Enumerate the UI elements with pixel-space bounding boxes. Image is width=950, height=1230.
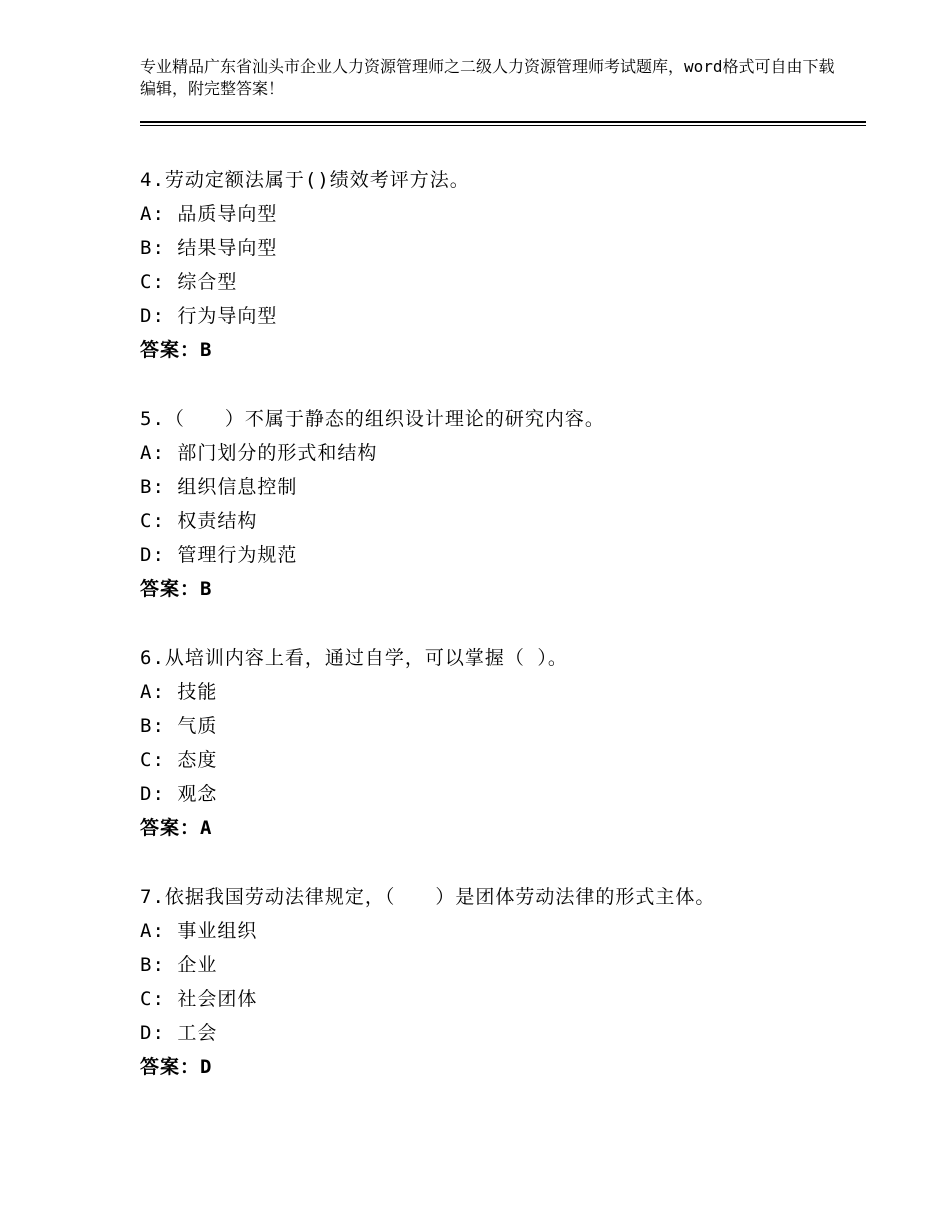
question-7: [140, 880, 860, 1084]
answer-line: [140, 1050, 860, 1084]
question-stem: 6.从培训内容上看，通过自学，可以掌握（ ）。: [140, 647, 568, 669]
option-letter: A:: [140, 203, 165, 225]
option-text: 组织信息控制: [177, 476, 298, 498]
document-title: 专业精品广东省汕头市企业人力资源管理师之二级人力资源管理师考试题库，word格式可自由下载编辑，附完整答案！: [140, 57, 835, 98]
option-text: 综合型: [177, 271, 238, 293]
option-text: 社会团体: [177, 988, 258, 1010]
option-letter: A:: [140, 442, 165, 464]
option-text: 行为导向型: [177, 305, 278, 327]
option-letter: C:: [140, 988, 165, 1010]
answer-line: [140, 811, 860, 845]
option-letter: B:: [140, 476, 165, 498]
option-text: 事业组织: [177, 920, 258, 942]
answer-line: [140, 333, 860, 367]
option-letter: C:: [140, 749, 165, 771]
option-text: 气质: [177, 715, 218, 737]
answer-value: B: [200, 578, 213, 600]
option-letter: D:: [140, 544, 165, 566]
option-letter: B:: [140, 715, 165, 737]
option-text: 企业: [177, 954, 218, 976]
option-text: 管理行为规范: [177, 544, 298, 566]
option-c: [140, 265, 860, 299]
header-divider-thick: [140, 121, 866, 123]
option-b: [140, 709, 860, 743]
option-a: [140, 914, 860, 948]
option-a: [140, 197, 860, 231]
option-letter: B:: [140, 237, 165, 259]
option-letter: B:: [140, 954, 165, 976]
question-stem: 4.劳动定额法属于()绩效考评方法。: [140, 169, 470, 191]
option-d: [140, 1016, 860, 1050]
option-letter: A:: [140, 920, 165, 942]
header-divider-thin: [140, 125, 866, 126]
answer-value: B: [200, 339, 213, 361]
option-a: [140, 436, 860, 470]
page-header: [140, 56, 840, 100]
option-c: [140, 982, 860, 1016]
option-letter: A:: [140, 681, 165, 703]
option-text: 技能: [177, 681, 218, 703]
answer-label: 答案：: [140, 578, 201, 600]
option-a: [140, 675, 860, 709]
question-6: [140, 641, 860, 845]
option-c: [140, 504, 860, 538]
question-stem: 7.依据我国劳动法律规定，（ ）是团体劳动法律的形式主体。: [140, 886, 716, 908]
answer-value: D: [200, 1056, 213, 1078]
answer-label: 答案：: [140, 817, 201, 839]
question-stem: 5.（ ）不属于静态的组织设计理论的研究内容。: [140, 408, 605, 430]
question-5: [140, 402, 860, 606]
option-d: [140, 777, 860, 811]
option-text: 态度: [177, 749, 218, 771]
option-text: 品质导向型: [177, 203, 278, 225]
option-b: [140, 948, 860, 982]
option-text: 结果导向型: [177, 237, 278, 259]
option-letter: D:: [140, 305, 165, 327]
option-d: [140, 299, 860, 333]
answer-label: 答案：: [140, 339, 201, 361]
option-letter: C:: [140, 271, 165, 293]
option-text: 工会: [177, 1022, 218, 1044]
option-letter: D:: [140, 1022, 165, 1044]
option-text: 部门划分的形式和结构: [177, 442, 378, 464]
option-d: [140, 538, 860, 572]
option-c: [140, 743, 860, 777]
answer-line: [140, 572, 860, 606]
option-letter: C:: [140, 510, 165, 532]
option-text: 权责结构: [177, 510, 258, 532]
option-letter: D:: [140, 783, 165, 805]
question-4: [140, 163, 860, 367]
option-b: [140, 231, 860, 265]
answer-label: 答案：: [140, 1056, 201, 1078]
answer-value: A: [200, 817, 213, 839]
option-text: 观念: [177, 783, 218, 805]
option-b: [140, 470, 860, 504]
